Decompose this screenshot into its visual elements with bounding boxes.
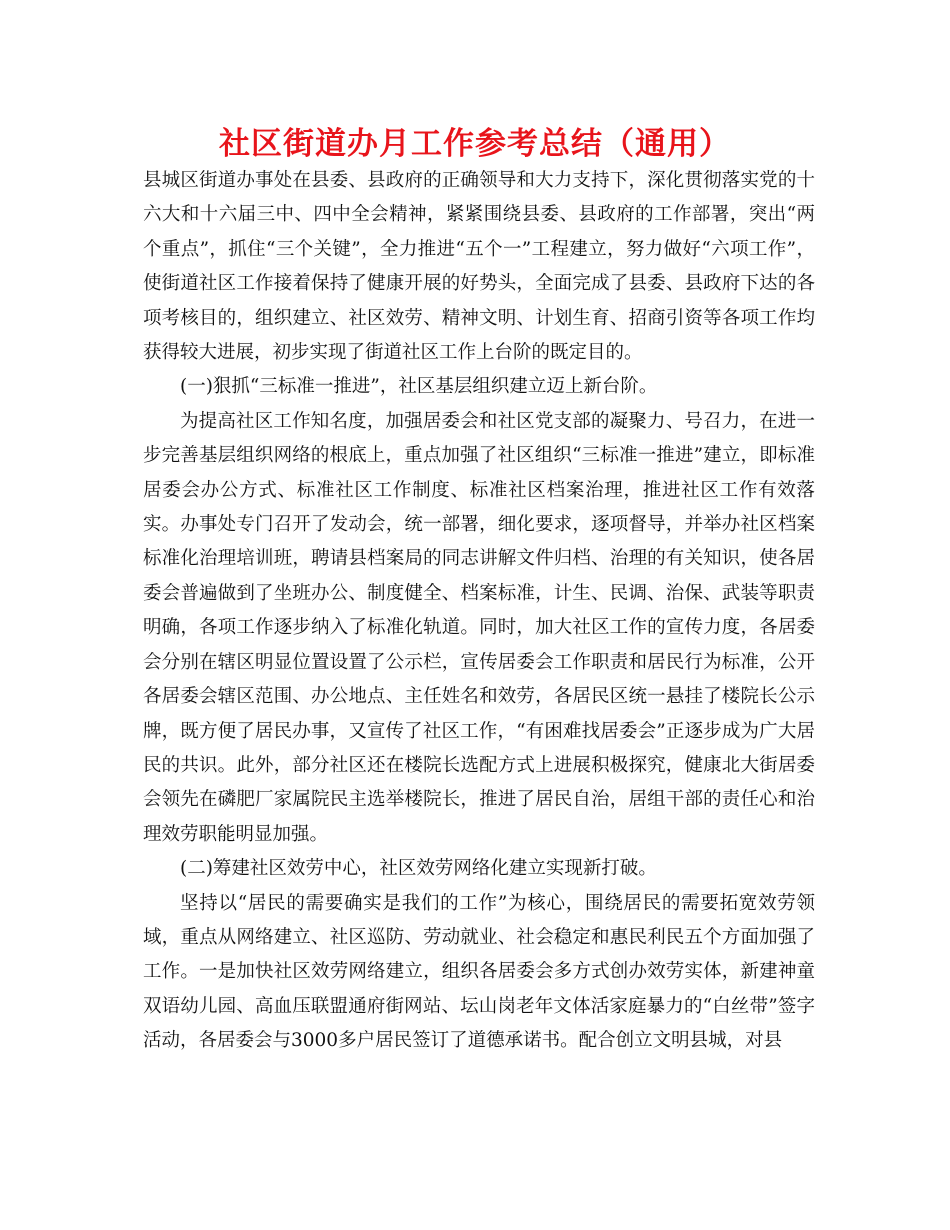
paragraph-intro: 县城区街道办事处在县委、县政府的正确领导和大力支持下，深化贯彻落实党的十六大和十六届三中、四中全会精神，紧紧围绕县委、县政府的工作部署，突出“两个重点”，抓住“三个关键”，全力推进“五个一”工程建立，努力做好“六项工作”，使街道社区工作接着保持了健康开展的好势头，全面完成了县委、县政府下达的各项考核目的，组织建立、社区效劳、精神文明、计划生育、招商引资等各项工作均获得较大进展，初步实现了街道社区工作上台阶的既定目的。 xyxy=(143,170,815,364)
section-heading-2: (二)筹建社区效劳中心，社区效劳网络化建立实现新打破。 xyxy=(180,858,657,880)
document-title: 社区街道办月工作参考总结（通用） xyxy=(219,126,731,162)
paragraph-section-1: 为提高社区工作知名度，加强居委会和社区党支部的凝聚力、号召力，在进一步完善基层组织网络的根底上，重点加强了社区组织“三标准一推进”建立，即标准居委会办公方式、标准社区工作制度、标准社区档案治理，推进社区工作有效落实。办事处专门召开了发动会，统一部署，细化要求，逐项督导，并举办社区档案标准化治理培训班，聘请县档案局的同志讲解文件归档、治理的有关知识，使各居委会普遍做到了坐班办公、制度健全、档案标准，计生、民调、治保、武装等职责明确，各项工作逐步纳入了标准化轨道。同时，加大社区工作的宣传力度，各居委会分别在辖区明显位置设置了公示栏，宣传居委会工作职责和居民行为标准，公开各居委会辖区范围、办公地点、主任姓名和效劳，各居民区统一悬挂了楼院长公示牌，既方便了居民办事，又宣传了社区工作，“有困难找居委会”正逐步成为广大居民的共识。此外，部分社区还在楼院长选配方式上进展积极探究，健康北大街居委会领先在磷肥厂家属院民主选举楼院长，推进了居民自治，居组干部的责任心和治理效劳职能明显加强。 xyxy=(143,410,815,845)
paragraph-section-2: 坚持以“居民的需要确实是我们的工作”为核心，围绕居民的需要拓宽效劳领域，重点从网络建立、社区巡防、劳动就业、社会稳定和惠民利民五个方面加强了工作。一是加快社区效劳网络建立，组织各居委会多方式创办效劳实体，新建神童双语幼儿园、高血压联盟通府街网站、坛山岗老年文体活家庭暴力的“白丝带”签字活动，各居委会与3000多户居民签订了道德承诺书。配合创立文明县城，对县 xyxy=(143,892,815,1052)
section-heading-1: (一)狠抓“三标准一推进”，社区基层组织建立迈上新台阶。 xyxy=(180,376,658,398)
document-body xyxy=(143,164,815,1059)
